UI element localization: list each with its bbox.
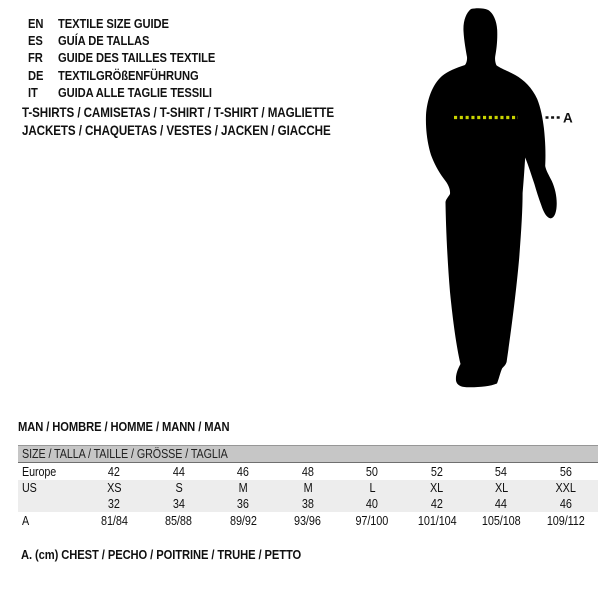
measure-label-a: A bbox=[563, 110, 573, 126]
size-cell: 46 bbox=[237, 464, 250, 479]
size-cell: 34 bbox=[172, 497, 185, 511]
size-cell: 97/100 bbox=[355, 514, 389, 528]
table-stripe-band bbox=[18, 480, 598, 512]
lang-row-de bbox=[28, 67, 241, 84]
row-label: A bbox=[22, 514, 30, 528]
lang-code: EN bbox=[28, 16, 44, 31]
size-cell: XL bbox=[494, 481, 508, 495]
size-cell: 46 bbox=[559, 497, 572, 511]
table-row-numeric bbox=[18, 496, 598, 512]
size-cell: 54 bbox=[495, 464, 508, 479]
size-cell: 42 bbox=[430, 497, 443, 511]
size-cell: 81/84 bbox=[100, 514, 128, 528]
lang-code: ES bbox=[28, 33, 43, 49]
size-table-header: SIZE / TALLA / TAILLE / GRÖSSE / TAGLIA bbox=[18, 445, 598, 463]
lang-label: TEXTILGRÖßENFÜHRUNG bbox=[58, 67, 199, 83]
size-table bbox=[18, 445, 598, 530]
lang-code: IT bbox=[28, 84, 38, 100]
lang-row-fr bbox=[28, 49, 241, 66]
category-line-tshirts: T-SHIRTS / CAMISETAS / T-SHIRT / T-SHIRT / MAGLIETTE bbox=[22, 105, 335, 120]
table-row-us bbox=[18, 480, 598, 496]
size-cell: 40 bbox=[366, 497, 379, 511]
category-titles bbox=[22, 104, 385, 140]
size-cell: 89/92 bbox=[229, 514, 257, 528]
category-line-jackets: JACKETS / CHAQUETAS / VESTES / JACKEN / GIACCHE bbox=[22, 123, 331, 138]
lang-label: GUÍA DE TALLAS bbox=[58, 33, 150, 49]
footnote-chest-measure: A. (cm) CHEST / PECHO / POITRINE / TRUHE / PETTO bbox=[21, 547, 302, 562]
size-cell: 85/88 bbox=[165, 514, 193, 528]
size-cell: 32 bbox=[108, 497, 121, 511]
language-list bbox=[28, 15, 241, 101]
size-cell: 101/104 bbox=[417, 514, 457, 528]
section-title-man: MAN / HOMBRE / HOMME / MANN / MAN bbox=[18, 419, 230, 434]
size-cell: 93/96 bbox=[294, 514, 322, 528]
size-cell: 56 bbox=[559, 464, 572, 479]
lang-row-en bbox=[28, 15, 241, 32]
row-label: US bbox=[22, 481, 37, 495]
size-cell: 44 bbox=[172, 464, 185, 479]
size-cell: S bbox=[175, 481, 183, 495]
size-cell: XS bbox=[107, 481, 122, 495]
lang-row-it bbox=[28, 84, 241, 101]
row-label bbox=[18, 497, 82, 511]
size-cell: M bbox=[238, 481, 248, 495]
table-row-europe bbox=[18, 463, 598, 480]
size-cell: 52 bbox=[430, 464, 443, 479]
lang-code: DE bbox=[28, 67, 44, 83]
size-cell: L bbox=[369, 481, 376, 495]
size-cell: 36 bbox=[237, 497, 250, 511]
size-cell: 109/112 bbox=[546, 514, 585, 528]
lang-label: GUIDE DES TAILLES TEXTILE bbox=[58, 50, 216, 66]
size-cell: XXL bbox=[555, 481, 576, 495]
size-cell: XL bbox=[430, 481, 444, 495]
size-cell: 44 bbox=[495, 497, 508, 511]
man-silhouette bbox=[426, 8, 557, 387]
lang-code: FR bbox=[28, 50, 43, 66]
row-label: Europe bbox=[22, 464, 57, 479]
size-cell: M bbox=[303, 481, 313, 495]
size-cell: 50 bbox=[366, 464, 379, 479]
lang-label: TEXTILE SIZE GUIDE bbox=[58, 16, 169, 31]
size-cell: 48 bbox=[301, 464, 314, 479]
size-cell: 38 bbox=[301, 497, 314, 511]
size-cell: 42 bbox=[108, 464, 121, 479]
table-row-a bbox=[18, 512, 598, 530]
lang-label: GUIDA ALLE TAGLIE TESSILI bbox=[58, 84, 212, 100]
size-cell: 105/108 bbox=[481, 514, 521, 528]
lang-row-es bbox=[28, 32, 241, 49]
